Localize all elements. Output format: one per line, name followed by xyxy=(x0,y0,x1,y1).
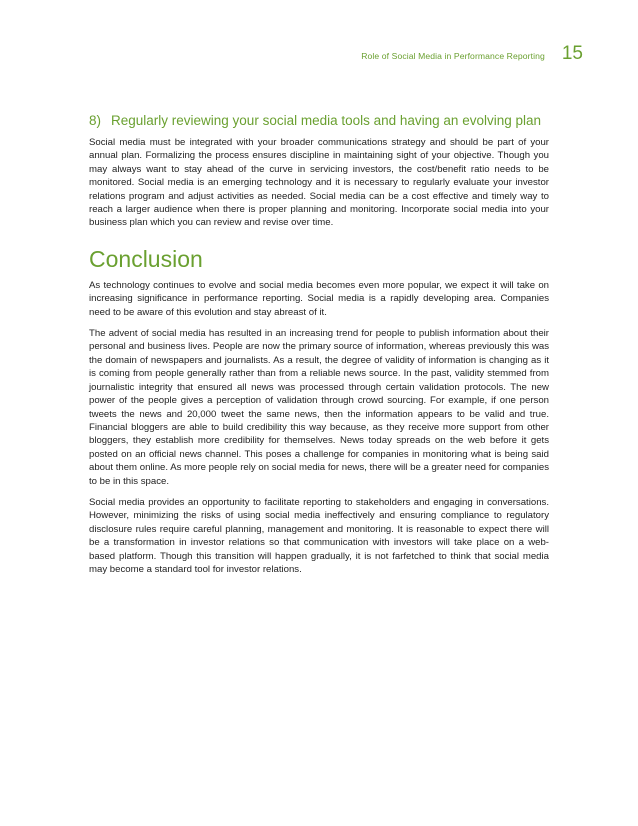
page-number: 15 xyxy=(561,43,583,64)
conclusion-paragraph-2: The advent of social media has resulted in an increasing trend for people to publish information about their personal and business lives. People are now the primary source of information, whereas previously this was the domain of newspapers and journalists. As a result, the degree of validity of information is changing as it is coming from people generally rather than from a reliable news source. In the past, validity stemmed from journalistic integrity that ensured all news was processed through certain validation protocols. The new power of the people gives a perception of validation through crowd sourcing. For example, if one person tweets the news and 20,000 tweet the same news, then the information appears to be valid and true. Financial bloggers are able to build credibility this way because, as they receive more support from other bloggers, they establish more credibility for themselves. News today spreads on the web before it gets posted on an official news channel. This poses a challenge for companies in monitoring what is being said about them online. As more people rely on social media for news, there will be a greater need for companies to be in this space. xyxy=(89,328,549,487)
section-8-number: 8) xyxy=(89,113,102,128)
section-8-heading xyxy=(89,111,549,130)
page-content xyxy=(89,111,549,576)
page-header xyxy=(361,44,583,63)
conclusion-heading: Conclusion xyxy=(89,245,203,272)
conclusion-paragraph-3: Social media provides an opportunity to facilitate reporting to stakeholders and engaging in conversations. However, minimizing the risks of using social media ineffectively and ensuring compliance to regulatory disclosure rules require careful planning, management and monitoring. It is reasonable to expect there will be a transformation in investor relations so that communication with investors will take place on a web-based platform. Though this transition will happen gradually, it is not farfetched to think that social media may become a standard tool for investor relations. xyxy=(89,496,549,575)
section-8-paragraph: Social media must be integrated with your broader communications strategy and should be part of your annual plan. Formalizing the process ensures discipline in maintaining sight of your objective. Though you may always want to stay ahead of the curve in servicing investors, the cost/benefit ratio needs to be monitored. Social media is an emerging technology and it is necessary to regularly evaluate your investor relations program and adjust activities as needed. Social media can be a cost effective and timely way to reach a larger audience when there is proper planning and monitoring. Incorporate social media into your business plan which you can review and revise over time. xyxy=(89,137,549,229)
conclusion-paragraph-1: As technology continues to evolve and social media becomes even more popular, we expect it will take on increasing significance in performance reporting. Social media is a rapidly developing area. Companies need to be aware of this evolution and stay abreast of it. xyxy=(89,279,549,318)
section-8-title: Regularly reviewing your social media tools and having an evolving plan xyxy=(111,113,541,128)
running-title: Role of Social Media in Performance Reporting xyxy=(361,51,545,61)
